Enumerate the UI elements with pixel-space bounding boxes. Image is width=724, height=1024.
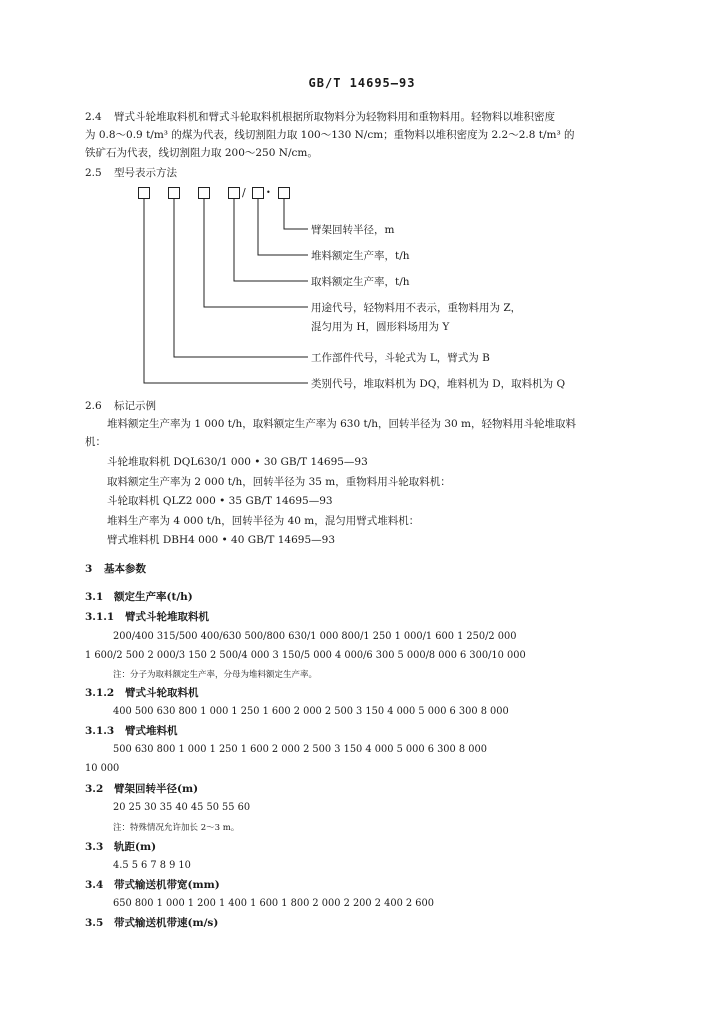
legend-stack-rate: 堆料额定生产率，t/h (311, 250, 410, 262)
section-2-6-title: 标记示例 (114, 400, 156, 412)
example-1-designation: 斗轮堆取料机 DQL630/1 000 • 30 GB/T 14695—93 (107, 456, 368, 468)
track-gauge-values: 4.5 5 6 7 8 9 10 (113, 860, 191, 871)
leader-line-reclaim-rate (234, 199, 308, 281)
example-3-description: 堆料生产率为 4 000 t/h，回转半径为 40 m，混匀用臂式堆料机： (107, 515, 420, 527)
legend-usage: 用途代号，轻物料用不表示，重物料用为 Z， (311, 302, 522, 314)
section-2-4-line-3: 铁矿石为代表，线切割阻力取 200～250 N/cm。 (85, 147, 318, 159)
leader-line-category (144, 199, 308, 383)
section-2-5-title: 型号表示方法 (114, 167, 177, 179)
boom-radius-values: 20 25 30 35 40 45 50 55 60 (113, 802, 251, 813)
chapter-3-number: 3 (85, 563, 93, 575)
section-3-1-3-number: 3.1.3 (85, 725, 115, 737)
legend-radius: 臂架回转半径，m (311, 224, 395, 236)
model-code-dot: • (266, 188, 271, 197)
section-3-1-3-title: 臂式堆料机 (125, 725, 178, 737)
section-2-4-line-2: 为 0.8～0.9 t/m³ 的煤为代表，线切割阻力取 100～130 N/cm；重物料以堆积密度为 2.2～2.8 t/m³ 的 (85, 129, 575, 141)
stacker-capacity-values: 500 630 800 1 000 1 250 1 600 2 000 2 500 3 150 4 000 5 000 6 300 8 000 (113, 744, 487, 755)
leader-line-component (174, 199, 308, 357)
leader-line-usage (204, 199, 308, 307)
leader-line-stack-rate (258, 199, 308, 255)
section-3-1-title: 额定生产率(t/h) (114, 591, 193, 603)
section-3-3-title: 轨距(m) (114, 841, 157, 853)
leader-line-radius (284, 199, 308, 229)
section-2-5-number: 2.5 (85, 167, 102, 179)
section-2-4-line-1: 臂式斗轮堆取料机和臂式斗轮取料机根据所取物料分为轻物料用和重物料用。轻物料以堆积密度 (114, 111, 555, 123)
section-3-1-2-title: 臂式斗轮取料机 (125, 687, 199, 699)
legend-component: 工作部件代号，斗轮式为 L，臂式为 B (311, 352, 490, 364)
section-3-4-title: 带式输送机带宽(mm) (114, 879, 220, 891)
section-3-1-number: 3.1 (85, 591, 104, 603)
page-header: GB/T 14695—93 (308, 76, 416, 90)
section-3-4-number: 3.4 (85, 879, 104, 891)
rated-capacity-note: 注：分子为取料额定生产率，分母为堆料额定生产率。 (113, 670, 318, 680)
example-3-designation: 臂式堆料机 DBH4 000 • 40 GB/T 14695—93 (107, 534, 336, 546)
boom-radius-note: 注：特殊情况允许加长 2～3 m。 (113, 823, 240, 833)
legend-reclaim-rate: 取料额定生产率，t/h (311, 276, 410, 288)
section-3-1-1-title: 臂式斗轮堆取料机 (125, 611, 209, 623)
section-3-5-number: 3.5 (85, 917, 104, 929)
example-1-description: 堆料额定生产率为 1 000 t/h，取料额定生产率为 630 t/h，回转半径为 30 m，轻物料用斗轮堆取料 (107, 418, 576, 430)
reclaimer-capacity-values: 400 500 630 800 1 000 1 250 1 600 2 000 2 500 3 150 4 000 5 000 6 300 8 000 (113, 706, 509, 717)
stacker-capacity-values-continued: 10 000 (85, 763, 120, 774)
example-2-designation: 斗轮取料机 QLZ2 000 • 35 GB/T 14695—93 (107, 495, 333, 507)
example-1-description-continued: 机： (85, 436, 106, 448)
legend-usage-continued: 混匀用为 H，圆形料场用为 Y (311, 321, 450, 333)
rated-capacity-row-1: 200/400 315/500 400/630 500/800 630/1 000 800/1 250 1 000/1 600 1 250/2 000 (113, 631, 517, 642)
section-3-1-2-number: 3.1.2 (85, 687, 115, 699)
section-3-2-number: 3.2 (85, 783, 104, 795)
rated-capacity-row-2: 1 600/2 500 2 000/3 150 2 500/4 000 3 150/5 000 4 000/6 300 5 000/8 000 6 300/10 000 (85, 650, 526, 661)
belt-width-values: 650 800 1 000 1 200 1 400 1 600 1 800 2 000 2 200 2 400 2 600 (113, 898, 434, 909)
section-2-4-number: 2.4 (85, 111, 102, 123)
section-3-5-title: 带式输送机带速(m/s) (114, 917, 219, 929)
section-3-3-number: 3.3 (85, 841, 104, 853)
chapter-3-title: 基本参数 (104, 563, 146, 575)
example-2-description: 取料额定生产率为 2 000 t/h，回转半径为 35 m，重物料用斗轮取料机： (107, 476, 451, 488)
legend-category: 类别代号，堆取料机为 DQ，堆料机为 D，取料机为 Q (311, 378, 566, 390)
section-3-2-title: 臂架回转半径(m) (114, 783, 199, 795)
model-code-slash: / (242, 186, 246, 199)
section-3-1-1-number: 3.1.1 (85, 611, 115, 623)
section-2-6-number: 2.6 (85, 400, 102, 412)
